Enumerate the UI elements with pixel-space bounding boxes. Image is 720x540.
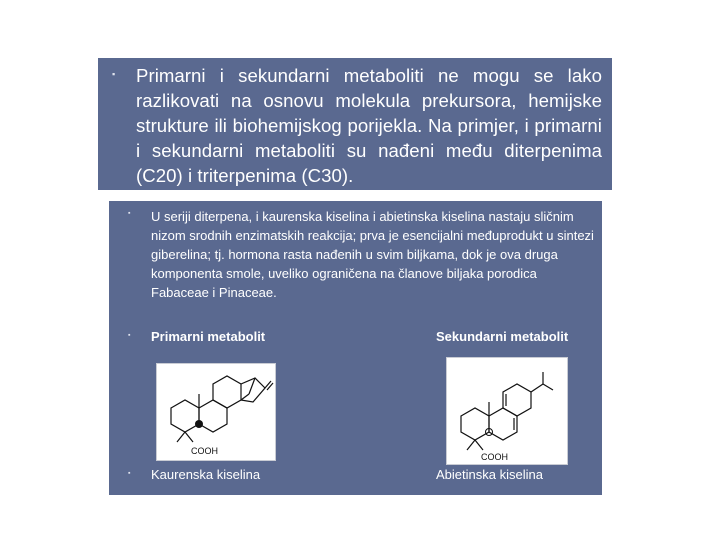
abietic-acid-name: Abietinska kiselina — [436, 467, 543, 482]
bottom-content-panel — [109, 201, 602, 495]
bullet-icon: ▪ — [128, 332, 131, 339]
abietic-acid-structure-drawing — [447, 358, 567, 464]
kaurenoic-acid-structure — [156, 363, 276, 461]
kaurenoic-acid-name: Kaurenska kiselina — [151, 467, 261, 482]
abietic-acid-structure — [446, 357, 568, 465]
top-text-panel — [98, 58, 612, 190]
abietic-cooh-label: COOH — [481, 452, 508, 462]
bullet-icon: ▪ — [128, 210, 131, 217]
kaurene-cooh-label: COOH — [191, 446, 218, 456]
primary-metabolite-label: Primarni metabolit — [151, 329, 266, 344]
kaurenoic-acid-structure-drawing — [157, 364, 275, 460]
top-paragraph: Primarni i sekundarni metaboliti ne mogu se lako razlikovati na osnovu molekula prekursora, hemijske strukture ili biohemijskog porijekla. Na primjer, i primarni i sekundarni metaboliti su nađeni među diterpenima (C20) i triterpenima (C30). — [136, 65, 602, 186]
bullet-icon: ▪ — [128, 470, 131, 477]
bullet-icon: ▪ — [112, 69, 116, 79]
top-bullet-item — [112, 63, 602, 188]
intro-bullet-item — [128, 207, 594, 302]
intro-paragraph: U seriji diterpena, i kaurenska kiselina i abietinska kiselina nastaju sličnim nizom srodnih enzimatskih reakcija; prva je esencijalni međuprodukt u sintezi giberelina; tj. hormona rasta nađenih u svim biljkama, dok je ova druga komponenta smole, uveliko ograničena na članove biljaka porodica Fabaceae i Pinaceae. — [151, 209, 594, 300]
metabolite-label-row — [128, 329, 594, 349]
stereo-center-dot — [195, 420, 203, 428]
secondary-metabolite-label: Sekundarni metabolit — [436, 329, 569, 344]
metabolite-name-row — [128, 467, 594, 487]
